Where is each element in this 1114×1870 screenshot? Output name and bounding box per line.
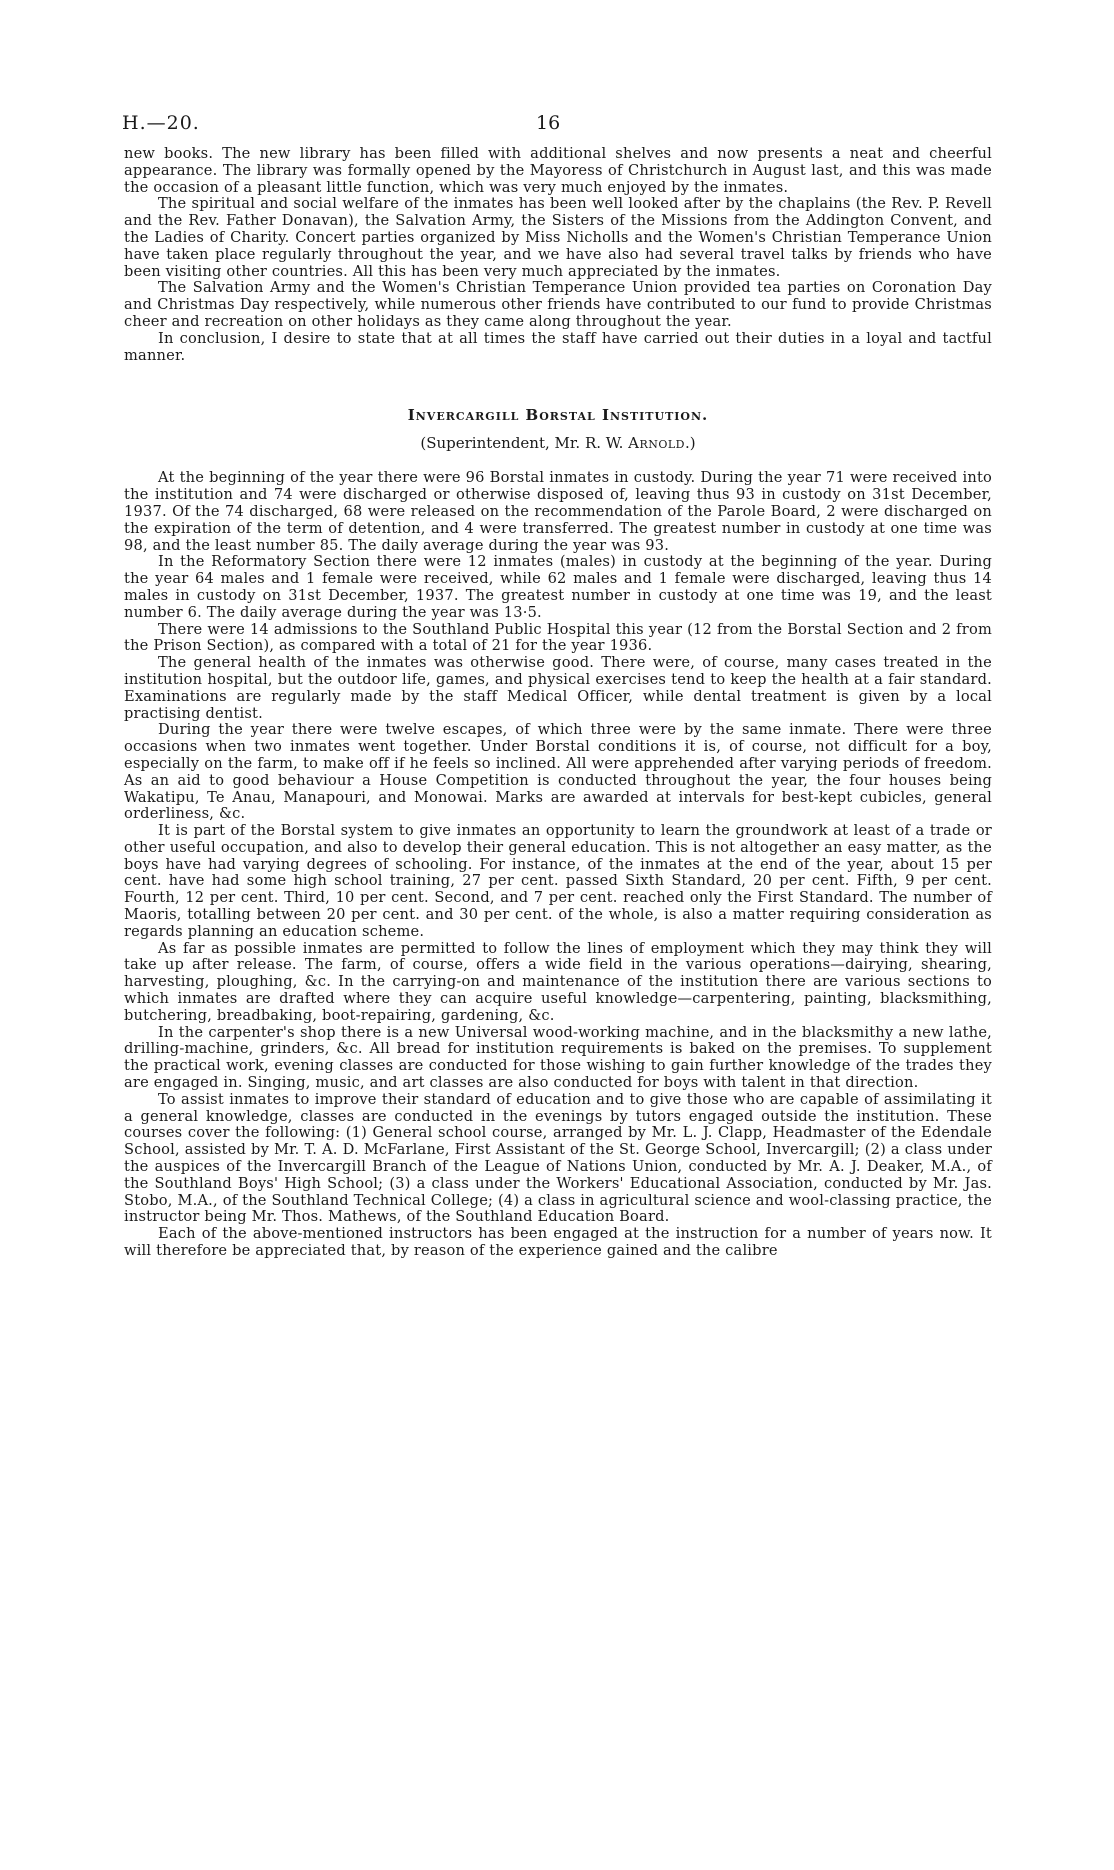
subheading-suffix: .) <box>685 434 696 453</box>
paragraph-employment: As far as possible inmates are permitted to follow the lines of employment which they may think they will take up after release. The farm, of course, offers a wide field in the various operations—dairying, shearing, harvesting, ploughing, &c. In the carrying-on and maintenance of the institution there are various sections to which inmates are drafted where they can acquire useful knowledge—carpentering, painting, blacksmithing, butchering, breadbaking, boot-repairing, gardening, &c. <box>124 939 992 1024</box>
paragraph-health: The general health of the inmates was otherwise good. There were, of course, many cases treated in the institution hospital, but the outdoor life, games, and physical exercises tend to keep the health at a fair standard. Examinations are regularly made by the staff Medical Officer, while dental treatment is given by a local practising dentist. <box>124 654 992 722</box>
paragraph-conclusion: In conclusion, I desire to state that at all times the staff have carried out their duties in a loyal and tactful manner. <box>124 329 992 364</box>
superintendent-name: Arnold <box>628 434 685 453</box>
paragraph-tea-parties: The Salvation Army and the Women's Christian Temperance Union provided tea parties on Coronation Day and Christmas Day respectively, while numerous other friends have contributed to our fund to provide Christmas cheer and recreation on other holidays as they came along throughout the year. <box>124 279 992 330</box>
section-heading: Invercargill Borstal Institution. <box>407 406 709 425</box>
borstal-section-body <box>124 470 992 1259</box>
paragraph-workshops: In the carpenter's shop there is a new Universal wood-working machine, and in the blacksmithy a new lathe, drilling-machine, grinders, &c. All bread for institution requirements is baked on the premises. To supplement the practical work, evening classes are conducted for those wishing to gain further knowledge of the trades they are engaged in. Singing, music, and art classes are also conducted for boys with talent in that direction. <box>124 1023 992 1092</box>
page-number: 16 <box>536 112 561 134</box>
continued-section <box>124 146 992 364</box>
section-subheading <box>124 434 992 452</box>
paragraph-library: new books. The new library has been filled with additional shelves and now presents a neat and cheerful appearance. The library was formally opened by the Mayoress of Christchurch in August last, and this was made the occasion of a pleasant little function, which was very much enjoyed by the inmates. <box>124 145 992 196</box>
paragraph-evening-classes: To assist inmates to improve their standard of education and to give those who are capable of assimilating it a general knowledge, classes are conducted in the evenings by tutors engaged outside the institution. These courses cover the following: (1) General school course, arranged by Mr. L. J. Clapp, Headmaster of the Edendale School, assisted by Mr. T. A. D. McFarlane, First Assistant of the St. George School, Invercargill; (2) a class under the auspices of the Invercargill Branch of the League of Nations Union, conducted by Mr. A. J. Deaker, M.A., of the Southland Boys' High School; (3) a class under the Workers' Educational Association, conducted by Mr. Jas. Stobo, M.A., of the Southland Technical College; (4) a class in agricultural science and wool-classing practice, the instructor being Mr. Thos. Mathews, of the Southland Education Board. <box>124 1090 992 1226</box>
paragraph-reformatory: In the Reformatory Section there were 12 inmates (males) in custody at the beginning of the year. During the year 64 males and 1 female were received, while 62 males and 1 female were discharged, leaving thus 14 males in custody on 31st December, 1937. The greatest number in custody at one time was 19, and the least number 6. The daily average during the year was 13·5. <box>124 553 992 621</box>
running-header <box>124 112 992 146</box>
paragraph-escapes: During the year there were twelve escapes, of which three were by the same inmate. There were three occasions when two inmates went together. Under Borstal conditions it is, of course, not difficult for a boy, especially on the farm, to make off if he feels so inclined. All were apprehended after varying periods of freedom. As an aid to good behaviour a House Competition is conducted throughout the year, the four houses being Wakatipu, Te Anau, Manapouri, and Monowai. Marks are awarded at intervals for best-kept cubicles, general orderliness, &c. <box>124 721 992 823</box>
document-page <box>124 112 992 1260</box>
subheading-prefix: (Superintendent, Mr. R. W. <box>420 434 629 453</box>
paragraph-inmates-custody: At the beginning of the year there were 96 Borstal inmates in custody. During the year 71 were received into the institution and 74 were discharged or otherwise disposed of, leaving thus 93 in custody on 31st December, 1937. Of the 74 discharged, 68 were released on the recommendation of the Parole Board, 2 were discharged on the expiration of the term of detention, and 4 were transferred. The greatest number in custody at one time was 98, and the least number 85. The daily average during the year was 93. <box>124 469 992 554</box>
paragraph-hospital: There were 14 admissions to the Southland Public Hospital this year (12 from the Borstal Section and 2 from the Prison Section), as compared with a total of 21 for the year 1936. <box>124 620 992 655</box>
paragraph-education-levels: It is part of the Borstal system to give inmates an opportunity to learn the groundwork at least of a trade or other useful occupation, and also to develop their general education. This is not altogether an easy matter, as the boys have had varying degrees of schooling. For instance, of the inmates at the end of the year, about 15 per cent. have had some high school training, 27 per cent. passed Sixth Standard, 20 per cent. Fifth, 9 per cent. Fourth, 12 per cent. Third, 10 per cent. Second, and 7 per cent. reached only the First Standard. The number of Maoris, totalling between 20 per cent. and 30 per cent. of the whole, is also a matter requiring consideration as regards planning an education scheme. <box>124 822 992 940</box>
paragraph-welfare: The spiritual and social welfare of the inmates has been well looked after by the chaplains (the Rev. P. Revell and the Rev. Father Donavan), the Salvation Army, the Sisters of the Missions from the Addington Convent, and the Ladies of Charity. Concert parties organized by Miss Nicholls and the Women's Christian Temperance Union have taken place regularly throughout the year, and we have also had several travel talks by friends who have been visiting other countries. All this has been very much appreciated by the inmates. <box>124 195 992 280</box>
paragraph-instructors: Each of the above-mentioned instructors has been engaged at the instruction for a number of years now. It will therefore be appreciated that, by reason of the experience gained and the calibre <box>124 1225 992 1260</box>
report-reference: H.—20. <box>122 112 200 134</box>
